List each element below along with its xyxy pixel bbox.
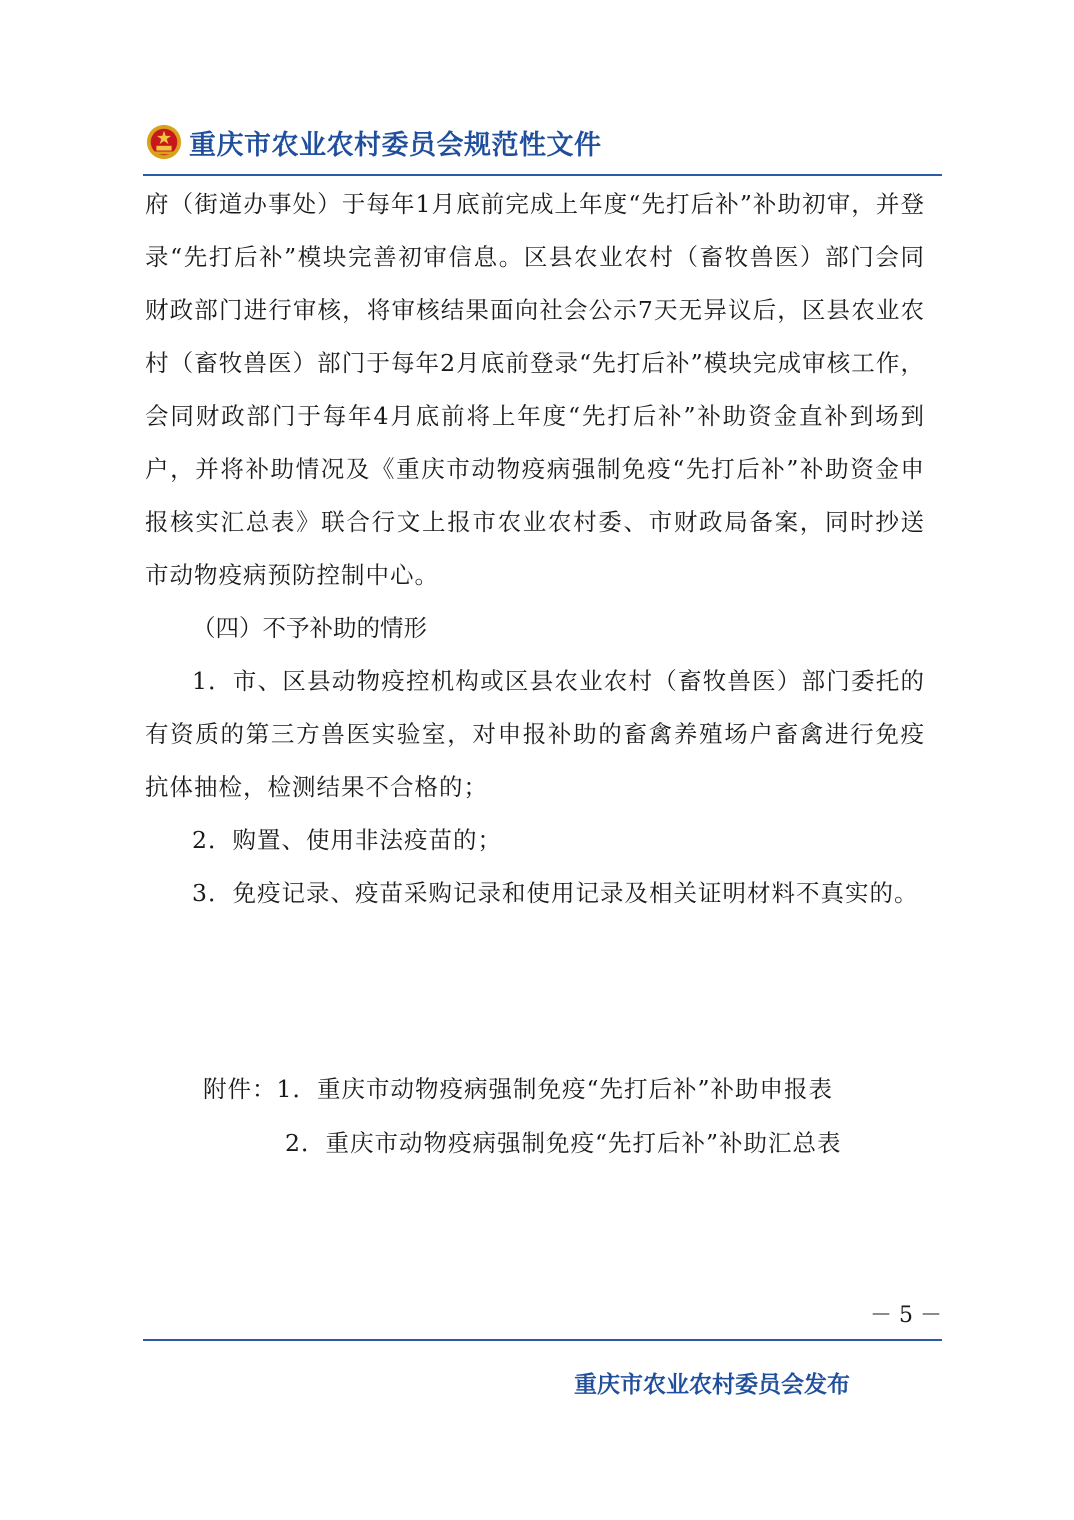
list-item: 2．购置、使用非法疫苗的；	[192, 826, 502, 854]
attachments-list	[145, 1062, 925, 1170]
footer-divider	[143, 1339, 942, 1341]
list-item: 3．免疫记录、疫苗采购记录和使用记录及相关证明材料不真实的。	[192, 879, 919, 907]
document-body	[145, 178, 925, 920]
national-emblem-icon	[145, 123, 183, 161]
section-heading: （四）不予补助的情形	[192, 614, 427, 642]
page-number: － 5 －	[870, 1303, 942, 1328]
publisher-footer: 重庆市农业农村委员会发布	[574, 1372, 850, 1398]
body-paragraph: 府（街道办事处）于每年1月底前完成上年度“先打后补”补助初审，并登录“先打后补”模块完善初审信息。区县农业农村（畜牧兽医）部门会同财政部门进行审核，将审核结果面向社会公示7天无异议后，区县农业农村（畜牧兽医）部门于每年2月底前登录“先打后补”模块完成审核工作，会同财政部门于每年4月底前将上年度“先打后补”补助资金直补到场到户，并将补助情况及《重庆市动物疫病强制免疫“先打后补”补助资金申报核实汇总表》联合行文上报市农业农村委、市财政局备案，同时抄送市动物疫病预防控制中心。	[145, 190, 925, 589]
document-series-title: 重庆市农业农村委员会规范性文件	[189, 129, 602, 161]
header-divider	[143, 174, 942, 176]
attachment-item: 2．重庆市动物疫病强制免疫“先打后补”补助汇总表	[285, 1129, 842, 1157]
document-header	[145, 120, 602, 164]
list-item: 1．市、区县动物疫控机构或区县农业农村（畜牧兽医）部门委托的有资质的第三方兽医实验室，对申报补助的畜禽养殖场户畜禽进行免疫抗体抽检，检测结果不合格的；	[145, 667, 925, 801]
attachment-item: 附件：1．重庆市动物疫病强制免疫“先打后补”补助申报表	[203, 1075, 833, 1103]
